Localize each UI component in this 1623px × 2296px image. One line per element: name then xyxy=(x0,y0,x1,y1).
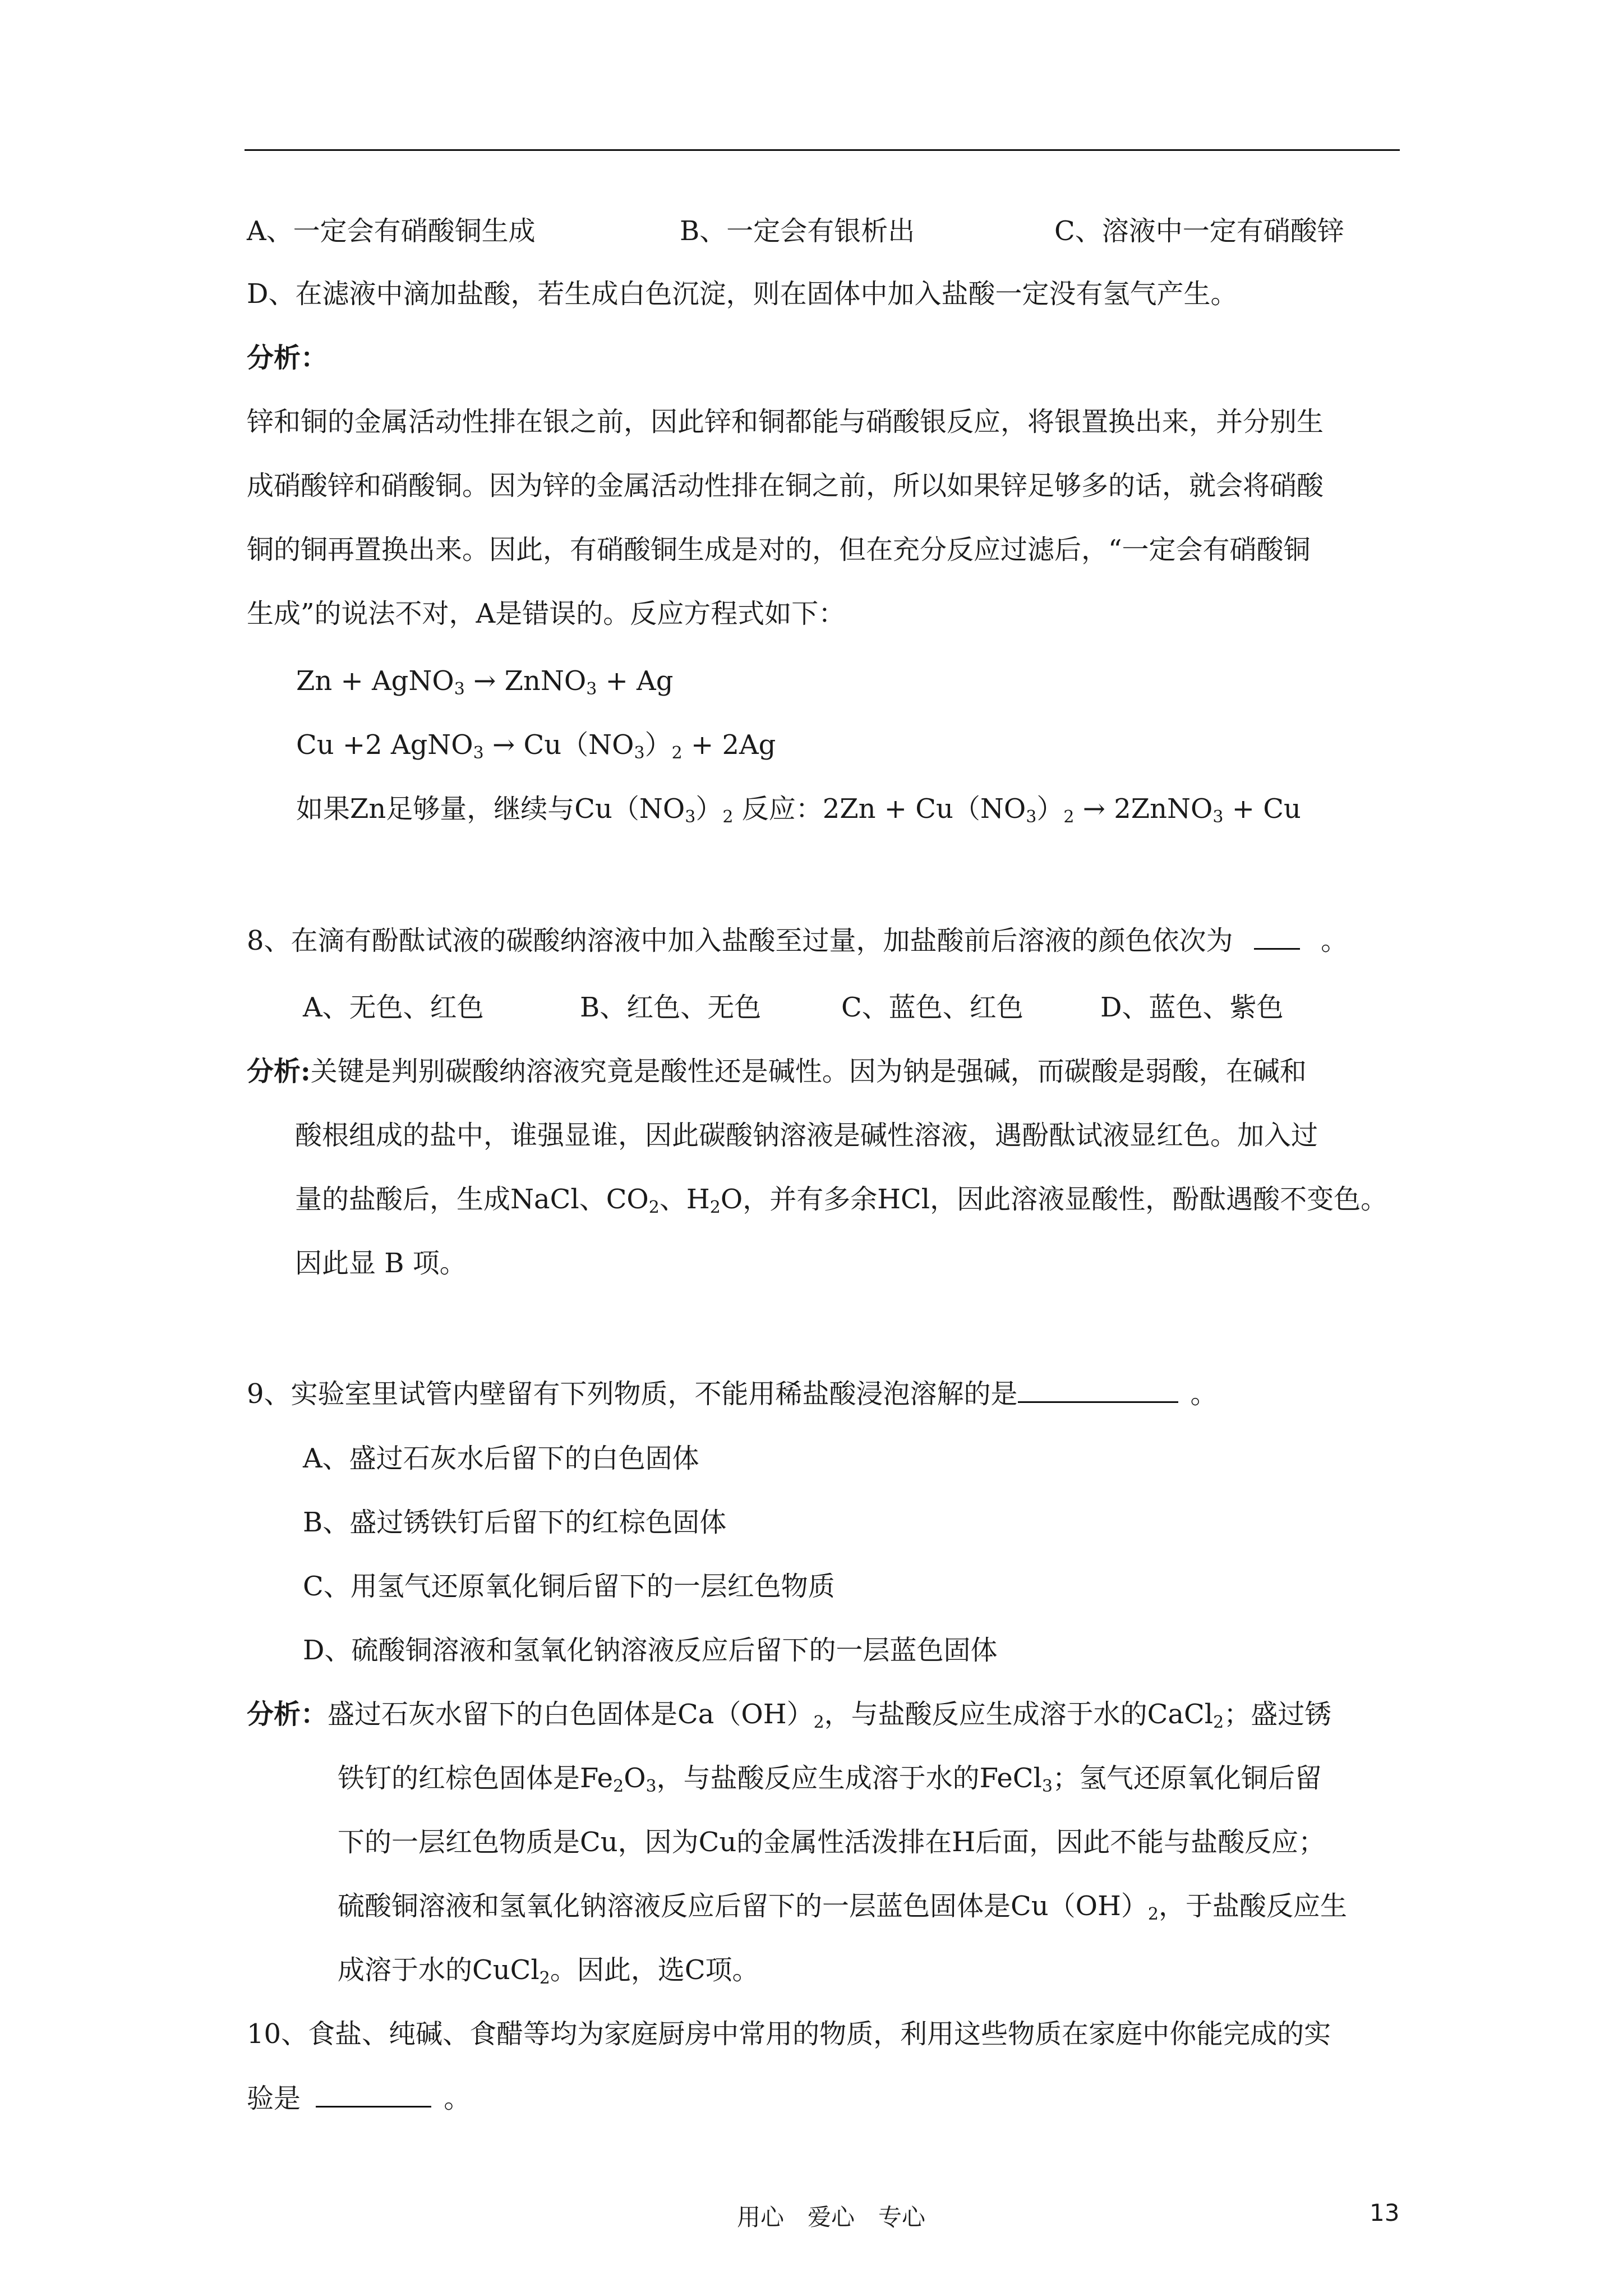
q7-option-c: C、溶液中一定有硝酸锌 xyxy=(1054,215,1344,247)
q7-analysis-line: 铜的铜再置换出来。因此，有硝酸铜生成是对的，但在充分反应过滤后，“一定会有硝酸铜 xyxy=(247,534,1311,565)
q8-question: 8、在滴有酚酞试液的碳酸纳溶液中加入盐酸至过量，加盐酸前后溶液的颜色依次为 。 xyxy=(247,923,1348,958)
q9-analysis-line: 分析：盛过石灰水留下的白色固体是$Ca(OH)_2$，与盐酸反应生成溶于水的CaCl$_2$；盛过锈 xyxy=(247,1699,1332,1732)
q8-analysis-label: 分析: xyxy=(247,1056,311,1087)
q7-analysis-line: 成硝酸锌和硝酸铜。因为锌的金属活动性排在铜之前，所以如果锌足够多的话，就会将硝酸 xyxy=(247,470,1324,501)
q7-analysis-label: 分析： xyxy=(247,342,328,374)
q7-option-b: B、一定会有银析出 xyxy=(680,215,915,247)
q9-answer-blank[interactable] xyxy=(1018,1377,1178,1403)
q8-analysis-line: 分析:关键是判别碳酸纳溶液究竟是酸性还是碱性。因为钠是强碱，而碳酸是弱酸，在碱和 xyxy=(247,1056,1307,1087)
header-rule xyxy=(245,149,1400,151)
q9-analysis-label: 分析： xyxy=(247,1699,328,1730)
q10-question-line-2: 验是 。 xyxy=(247,2081,471,2115)
q9-option: D、硫酸铜溶液和氢氧化钠溶液反应后留下的一层蓝色固体 xyxy=(303,1635,998,1666)
q9-option: C、用氢气还原氧化铜后留下的一层红色物质 xyxy=(303,1571,835,1602)
footer-motto: 用心 爱心 专心 xyxy=(737,2203,926,2231)
q7-option-d: D、在滤液中滴加盐酸，若生成白色沉淀，则在固体中加入盐酸一定没有氢气产生。 xyxy=(247,278,1238,310)
q9-analysis-line: 铁钉的红棕色固体是$Fe_2O_3$，与盐酸反应生成溶于水的FeCl$_3$；氢气还原氧化铜后留 xyxy=(338,1763,1322,1796)
q9-analysis-line: 成溶于水的CuCl$_2$。因此，选C项。 xyxy=(338,1954,759,1988)
q9-option: A、盛过石灰水后留下的白色固体 xyxy=(303,1443,699,1474)
q8-analysis-line: 因此显 B 项。 xyxy=(295,1248,467,1279)
q9-option: B、盛过锈铁钉后留下的红棕色固体 xyxy=(303,1507,727,1538)
q8-option-a: A、无色、红色 xyxy=(303,992,484,1023)
q8-option-b: B、红色、无色 xyxy=(580,992,762,1023)
q8-analysis-line: 酸根组成的盐中，谁强显谁，因此碳酸钠溶液是碱性溶液，遇酚酞试液显红色。加入过 xyxy=(295,1120,1318,1151)
q7-analysis-line: 锌和铜的金属活动性排在银之前，因此锌和铜都能与硝酸银反应，将银置换出来，并分别生 xyxy=(247,406,1324,438)
q9-analysis-line: 硫酸铜溶液和氢氧化钠溶液反应后留下的一层蓝色固体是$Cu(OH)_2$，于盐酸反应生 xyxy=(338,1890,1347,1924)
q7-equation-1: Zn + AgNO$_3$ → ZnNO$_3$ + Ag xyxy=(296,665,674,699)
q7-analysis-line: 生成”的说法不对，A是错误的。反应方程式如下： xyxy=(247,598,846,629)
q7-equation-3: 如果Zn足够量，继续与$Cu(NO_3)_2$ 反应：$2Zn + Cu(NO_3)_2$ → 2ZnNO$_3$ + Cu xyxy=(296,793,1301,827)
q8-option-d: D、蓝色、紫色 xyxy=(1100,992,1284,1023)
q9-question: 9、实验室里试管内壁留有下列物质，不能用稀盐酸浸泡溶解的是 。 xyxy=(247,1377,1218,1411)
q8-option-c: C、蓝色、红色 xyxy=(841,992,1023,1023)
q7-equation-2: Cu +2 AgNO$_3$ → $Cu(NO_3)_2 + 2Ag$ xyxy=(296,729,776,763)
q7-option-a: A、一定会有硝酸铜生成 xyxy=(247,215,536,247)
q9-analysis-line: 下的一层红色物质是Cu，因为Cu的金属性活泼排在H后面，因此不能与盐酸反应； xyxy=(338,1826,1326,1858)
q8-analysis-line: 量的盐酸后，生成NaCl、$CO_2$、$H_2O$，并有多余HCl，因此溶液显酸性，酚酞遇酸不变色。 xyxy=(295,1184,1388,1217)
q8-answer-blank[interactable] xyxy=(1254,923,1300,950)
q10-question: 10、食盐、纯碱、食醋等均为家庭厨房中常用的物质，利用这些物质在家庭中你能完成的实 xyxy=(247,2018,1331,2050)
page-number: 13 xyxy=(1370,2199,1400,2226)
q10-answer-blank[interactable] xyxy=(316,2081,431,2108)
